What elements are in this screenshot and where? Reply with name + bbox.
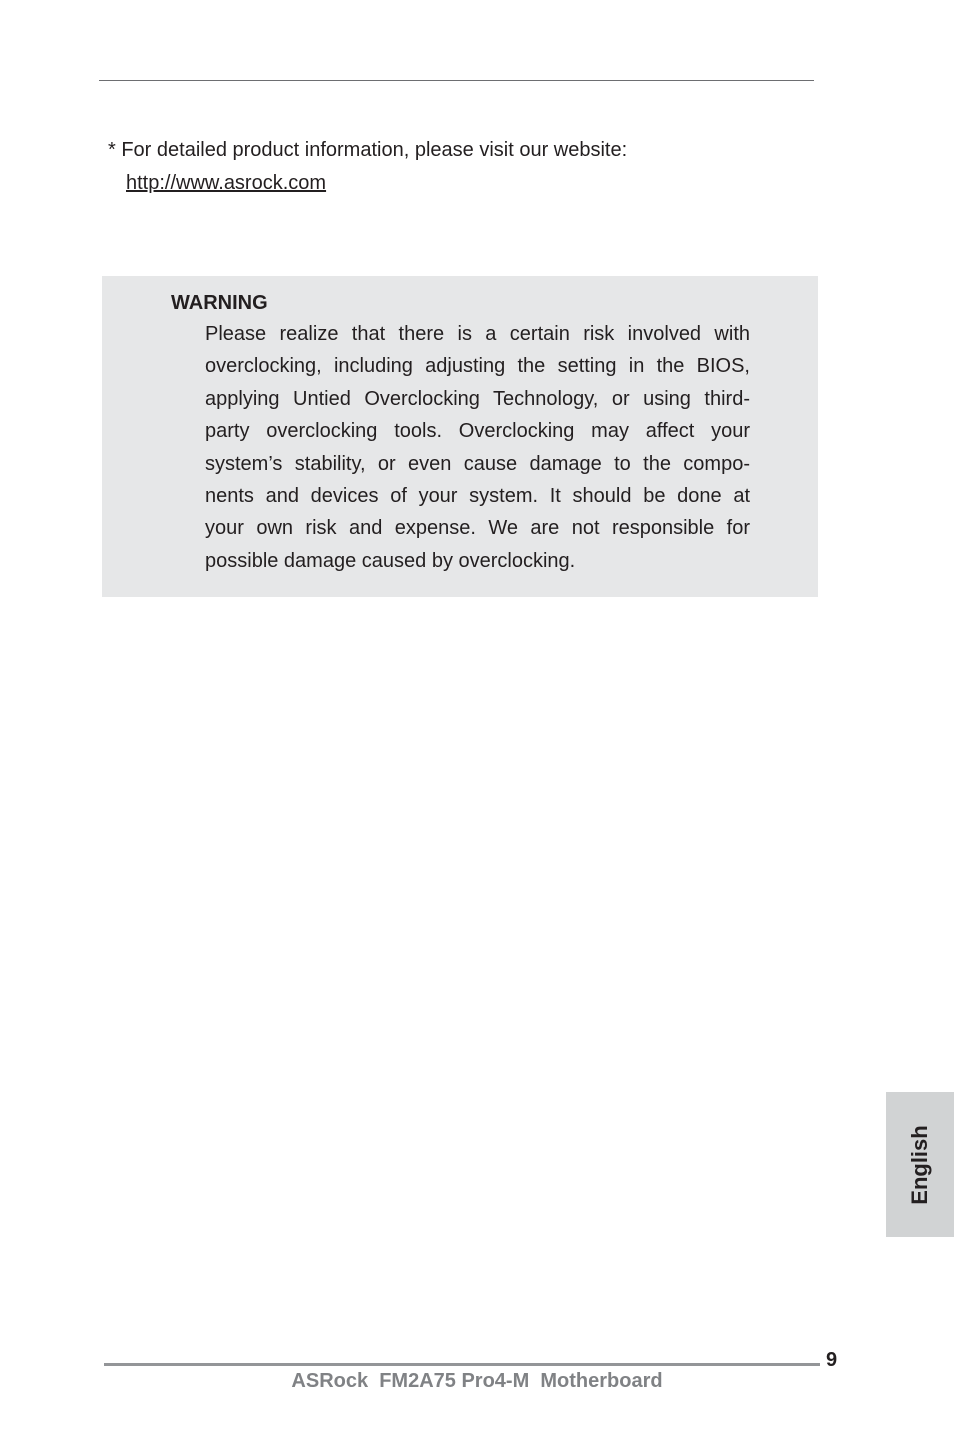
warning-line: system’s stability, or even cause damage to the compo- [205, 452, 750, 475]
page-number: 9 [826, 1349, 838, 1371]
warning-box [102, 276, 818, 597]
footer-divider [104, 1363, 820, 1366]
warning-line: possible damage caused by overclocking. [205, 549, 576, 572]
warning-title: WARNING [171, 292, 268, 314]
product-info-note [108, 134, 627, 200]
product-info-text: * For detailed product information, please visit our website: [108, 139, 628, 161]
top-divider [99, 80, 814, 81]
warning-line: your own risk and expense. We are not responsible for [205, 517, 750, 540]
warning-line: applying Untied Overclocking Technology, or using third- [205, 387, 750, 410]
warning-line: overclocking, including adjusting the setting in the BIOS, [205, 355, 750, 378]
website-link[interactable]: http://www.asrock.com [126, 172, 327, 194]
footer-title: ASRock FM2A75 Pro4-M Motherboard [291, 1370, 663, 1392]
language-tab-label: English [907, 1124, 932, 1205]
warning-line: nents and devices of your system. It should be done at [205, 485, 750, 508]
warning-line: Please realize that there is a certain risk involved with [205, 323, 750, 345]
language-tab [886, 1092, 954, 1237]
warning-line: party overclocking tools. Overclocking may affect your [205, 420, 750, 443]
warning-body [205, 318, 750, 577]
